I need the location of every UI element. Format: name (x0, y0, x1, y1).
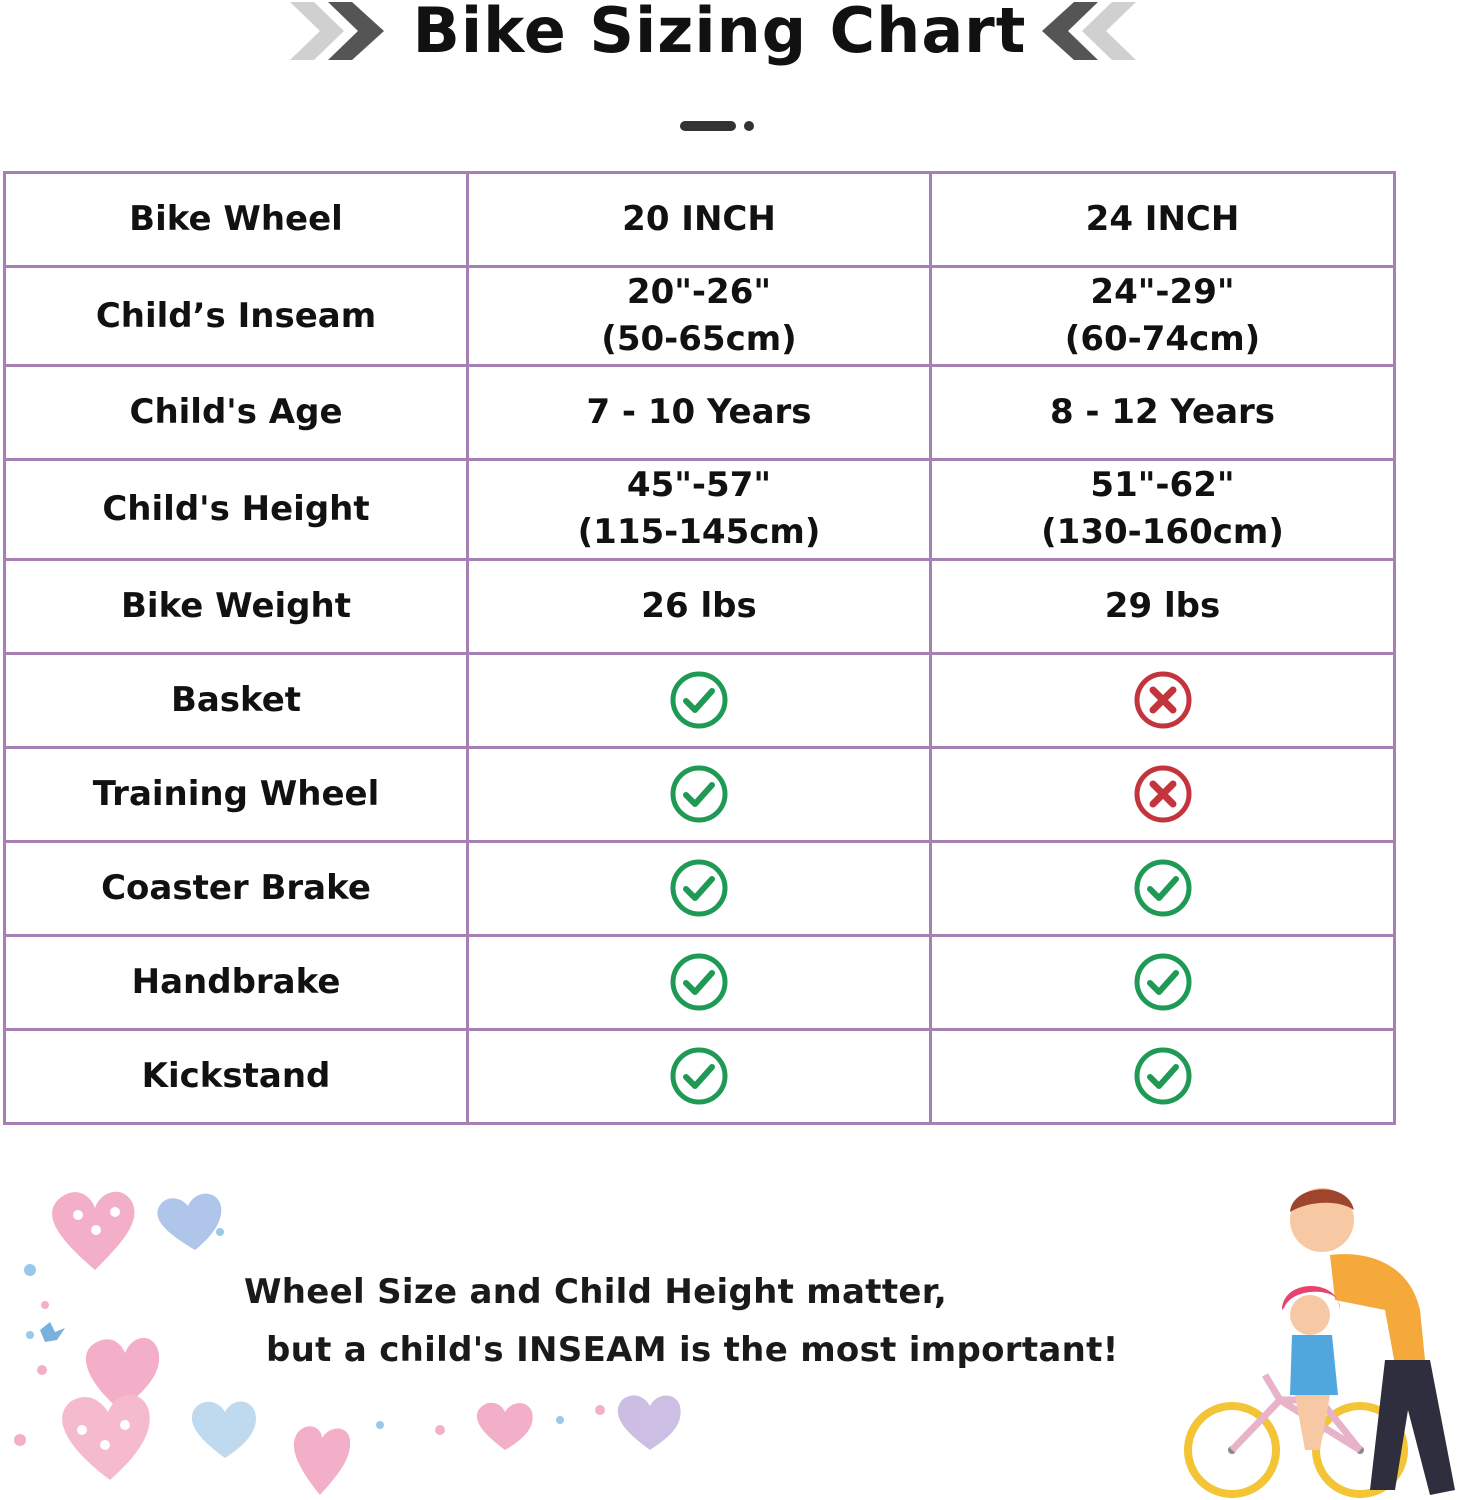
table-cell: 8 - 12 Years (931, 366, 1395, 460)
table-cell: 20 INCH (468, 173, 931, 267)
check-icon (1133, 952, 1193, 1012)
chevrons-left-icon (1038, 0, 1138, 62)
table-cell (468, 1029, 931, 1123)
cell-line: 20"-26" (626, 272, 772, 313)
table-row (5, 173, 1395, 267)
cell-line: 24"-29" (1090, 272, 1235, 313)
cell-line: 51"-62" (1090, 465, 1235, 506)
table-cell (468, 267, 931, 366)
cell-line: (50-65cm) (601, 319, 797, 360)
footer-note-line1: Wheel Size and Child Height matter, (244, 1272, 948, 1312)
table-cell (931, 747, 1395, 841)
table-row (5, 267, 1395, 366)
cross-icon (1133, 764, 1193, 824)
row-label: Child's Height (5, 460, 468, 559)
row-label: Kickstand (5, 1029, 468, 1123)
table-row (5, 841, 1395, 935)
table-row (5, 653, 1395, 747)
title-divider (678, 116, 768, 136)
cross-icon (1133, 670, 1193, 730)
row-label: Training Wheel (5, 747, 468, 841)
parent-child-bike-illustration (1170, 1160, 1477, 1500)
page-title: Bike Sizing Chart (412, 0, 1027, 67)
table-cell (931, 841, 1395, 935)
row-label: Bike Weight (5, 559, 468, 653)
table-row (5, 935, 1395, 1029)
header (0, 0, 1477, 150)
check-icon (1133, 1046, 1193, 1106)
table-cell (931, 1029, 1395, 1123)
footer-note-line2: but a child's INSEAM is the most important! (266, 1330, 1119, 1370)
table-cell (468, 460, 931, 559)
table-row (5, 559, 1395, 653)
table-cell (931, 267, 1395, 366)
table-row (5, 366, 1395, 460)
table-cell: 7 - 10 Years (468, 366, 931, 460)
row-label: Basket (5, 653, 468, 747)
sizing-table (3, 171, 1396, 1125)
table-row (5, 747, 1395, 841)
cell-line: (60-74cm) (1064, 319, 1261, 360)
check-icon (669, 764, 729, 824)
check-icon (669, 1046, 729, 1106)
table-cell (931, 460, 1395, 559)
table-cell (468, 653, 931, 747)
cell-line: (115-145cm) (577, 512, 821, 553)
table-cell (468, 747, 931, 841)
cell-line: (130-160cm) (1041, 512, 1284, 553)
check-icon (669, 670, 729, 730)
check-icon (669, 858, 729, 918)
footer (0, 1140, 1477, 1500)
cell-line: 45"-57" (626, 465, 772, 506)
table-cell (931, 653, 1395, 747)
row-label: Child's Age (5, 366, 468, 460)
table-row (5, 460, 1395, 559)
row-label: Bike Wheel (5, 173, 468, 267)
row-label: Coaster Brake (5, 841, 468, 935)
table-cell: 26 lbs (468, 559, 931, 653)
check-icon (669, 952, 729, 1012)
hearts-decoration (0, 1140, 720, 1500)
table-cell: 24 INCH (931, 173, 1395, 267)
table-cell (468, 935, 931, 1029)
table-cell: 29 lbs (931, 559, 1395, 653)
row-label: Child’s Inseam (5, 267, 468, 366)
check-icon (1133, 858, 1193, 918)
table-row (5, 1029, 1395, 1123)
table-cell (468, 841, 931, 935)
row-label: Handbrake (5, 935, 468, 1029)
table-cell (931, 935, 1395, 1029)
